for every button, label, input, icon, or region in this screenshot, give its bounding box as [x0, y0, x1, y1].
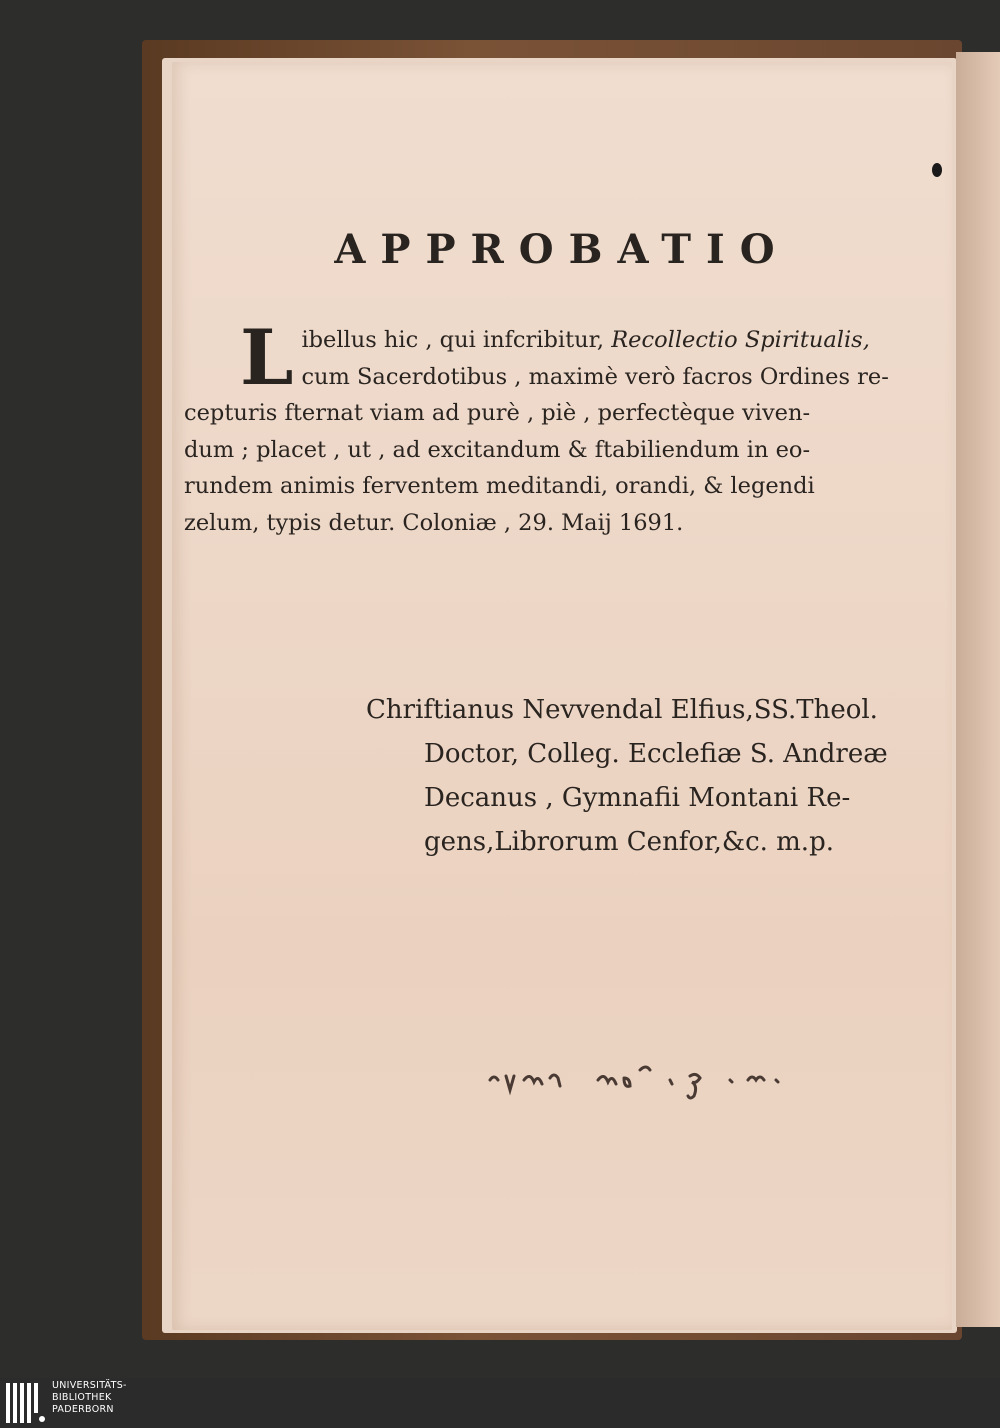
- text-line: rundem animis ferventem meditandi, orandi, & legendi: [184, 473, 815, 500]
- censor-signature: [366, 688, 936, 864]
- handwritten-mark: [480, 1058, 820, 1118]
- text-line: cepturis fternat viam ad purè , piè , perfectèque viven-: [184, 400, 811, 427]
- signature-line: Chriftianus Nevvendal Elfius,SS.Theol.: [366, 695, 878, 725]
- text-line: cum Sacerdotibus , maximè verò facros Ordines re-: [301, 363, 889, 390]
- signature-line: gens,Librorum Cenfor,&c. m.p.: [424, 827, 834, 857]
- binding-hole: [932, 163, 942, 177]
- drop-cap: L: [240, 313, 294, 402]
- library-logo-text: UNIVERSITÄTS- BIBLIOTHEK PADERBORN: [52, 1380, 127, 1415]
- library-logo-icon: [4, 1381, 46, 1425]
- signature-line: Decanus , Gymnafii Montani Re-: [424, 783, 851, 813]
- page-title: APPROBATIO: [334, 226, 790, 273]
- text-line: dum ; placet , ut , ad excitandum & ftabiliendum in eo-: [184, 436, 811, 463]
- approbation-text: [184, 313, 942, 542]
- facing-page-edge: [956, 52, 1000, 1327]
- text-line: ibellus hic , qui infcribitur, Recollectio Spiritualis,: [301, 327, 870, 353]
- signature-line: Doctor, Colleg. Ecclefiæ S. Andreæ: [424, 739, 888, 769]
- text-line: zelum, typis detur. Coloniæ , 29. Maij 1691.: [184, 509, 684, 536]
